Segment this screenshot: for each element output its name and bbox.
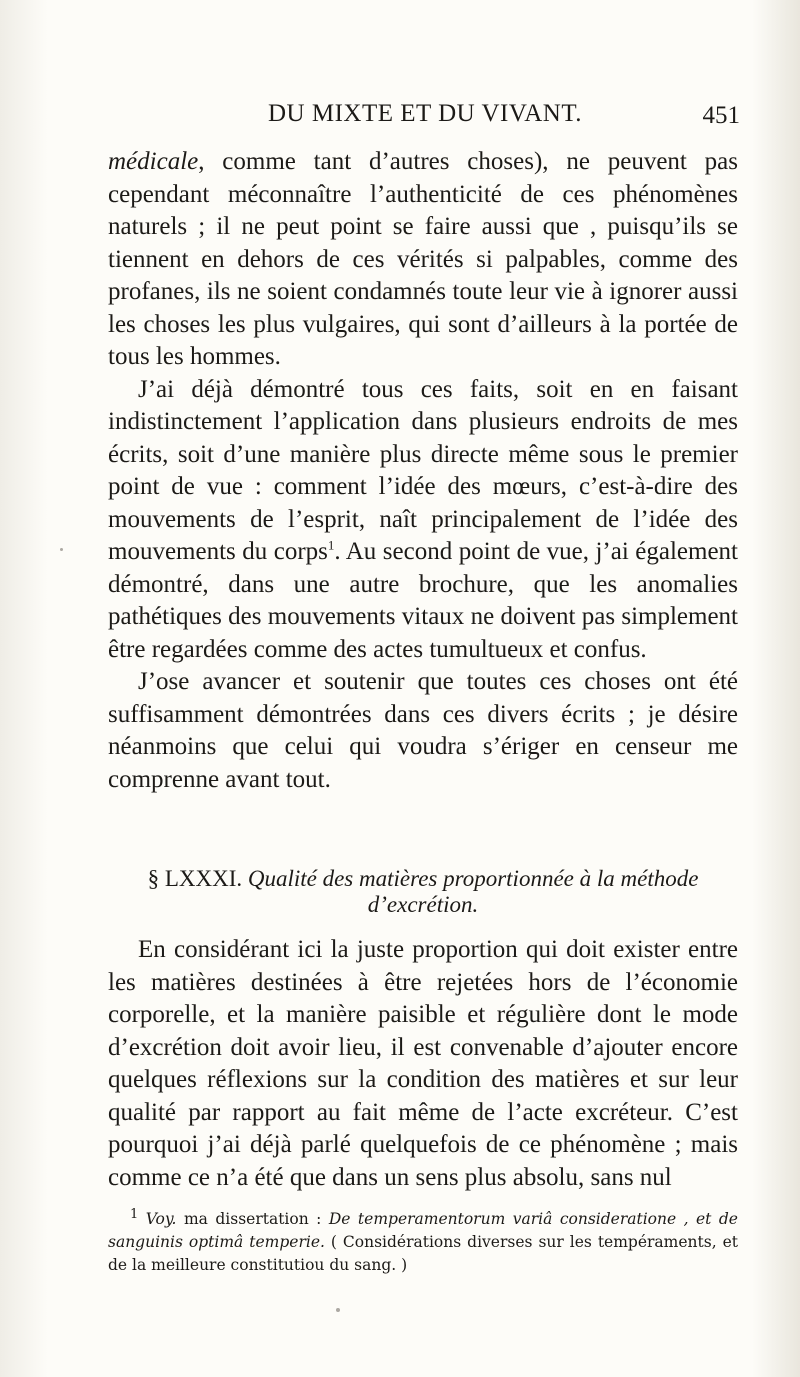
section-heading: [108, 866, 738, 918]
footnote-mark: 1: [130, 1206, 139, 1222]
ink-speck: [60, 548, 63, 551]
paragraph-2: [108, 374, 738, 667]
footnote-title: De temperamentorum variâ consideratione , et de sanguinis optimâ temperie.: [108, 1210, 738, 1251]
paragraph-1: [108, 146, 738, 374]
ink-speck: [336, 1308, 340, 1312]
footnote-text-a: ma dissertation :: [176, 1210, 329, 1228]
section-heading-line-1: [108, 866, 738, 892]
footnote: [108, 1208, 738, 1277]
body-text: [108, 146, 738, 796]
section-body: [108, 934, 738, 1194]
footnote-block: [108, 1208, 738, 1277]
paragraph-4: [108, 934, 738, 1194]
page-number: 451: [702, 102, 740, 129]
paragraph-2-text-a: J’ai déjà démontré tous ces faits, soit en en faisant indistinctement l’application dans plusieurs endroits de mes écrits, soit d’une manière plus directe même sous le premier point de vue : comment l’idée des mœurs, c’est-à-dire des mouvements de l’esprit, naît principalement de l’idée des mouvements du corps: [108, 375, 738, 565]
running-header-title: DU MIXTE ET DU VIVANT.: [268, 100, 582, 127]
paragraph-4-text: En considérant ici la juste proportion qui doit exister entre les matières destinées à être rejetées hors de l’économie corporelle, et la manière paisible et régulière dont le mode d’excrétion doit avoir lieu, il est convenable d’ajouter encore quelques réflexions sur la condition des matières et sur leur qualité par rapport au fait même de l’acte excréteur. C’est pourquoi j’ai déjà parlé quelquefois de ce phénomène ; mais comme ce n’a été que dans un sens plus absolu, sans nul: [108, 936, 738, 1191]
paragraph-3: [108, 666, 738, 796]
footnote-text-b: ( Considérations diverses sur les tempéraments, et de la meilleure constitutiou du sang. ): [108, 1233, 739, 1274]
paragraph-3-text: J’ose avancer et soutenir que toutes ces choses ont été suffisamment démontrées dans ces divers écrits ; je désire néanmoins que celui qui voudra s’ériger en censeur me comprenne avant tout.: [108, 668, 738, 793]
footnote-voy: Voy.: [145, 1210, 177, 1228]
section-label: § LXXXI.: [147, 866, 243, 891]
section-title-2: d’excrétion.: [367, 892, 479, 917]
paragraph-2-text-b: . Au second point de vue, j’ai également démontré, dans une autre brochure, que les anomalies pathétiques des mouvements vitaux ne doivent pas simplement être regardées comme des actes tumultueux et confus.: [108, 538, 738, 663]
paragraph-1-text: , comme tant d’autres choses), ne peuvent pas cependant méconnaître l’authenticité de ces phénomènes naturels ; il ne peut point se faire aussi que , puisqu’ils se tiennent en dehors de ces vérités si palpables, comme des profanes, ils ne soient condamnés toute leur vie à ignorer aussi les choses les plus vulgaires, qui sont d’ailleurs à la portée de tous les hommes.: [108, 148, 738, 370]
footnote-reference: 1: [327, 537, 335, 553]
section-title-1: Qualité des matières proportionnée à la méthode: [247, 866, 699, 891]
italic-word: médicale: [108, 148, 199, 175]
running-header: [108, 100, 740, 134]
section-heading-line-2: [108, 892, 738, 918]
